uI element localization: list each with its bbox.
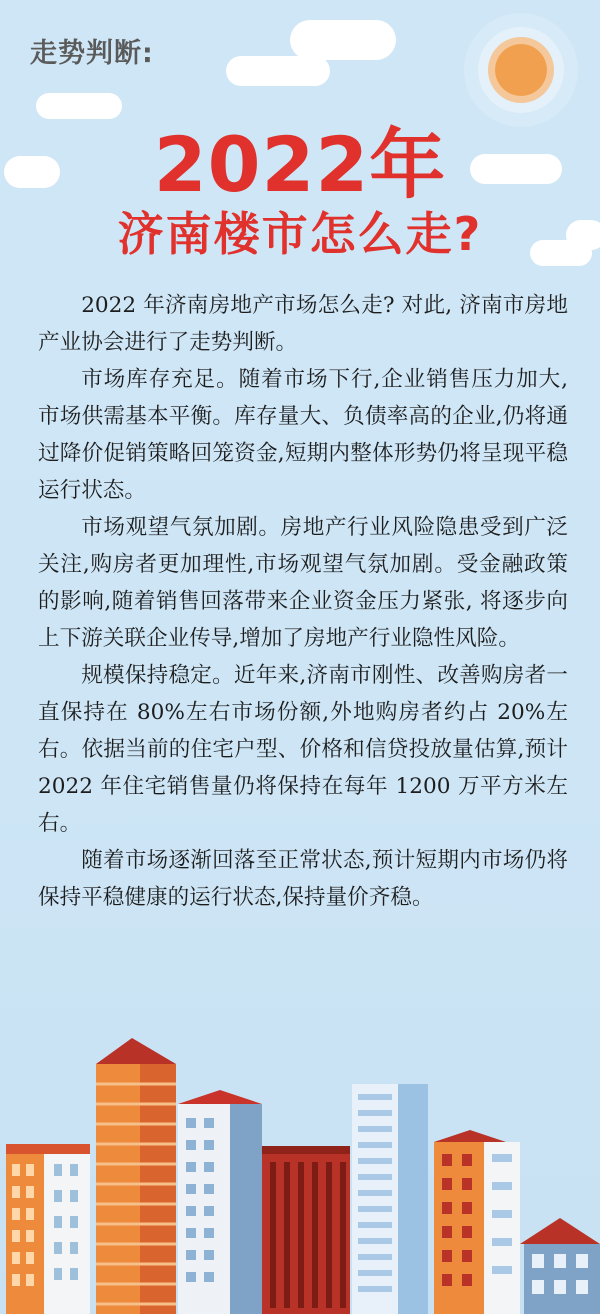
cloud-icon [226,56,330,86]
building [6,1144,90,1314]
article-paragraph: 市场库存充足。随着市场下行,企业销售压力加大,市场供需基本平衡。库存量大、负债率高的企业,仍将通过降价促销策略回笼资金,短期内整体形势仍将呈现平稳运行状态。 [38,367,568,503]
article-paragraph: 随着市场逐渐回落至正常状态,预计短期内市场仍将保持平稳健康的运行状态,保持量价齐稳。 [38,848,568,910]
sun-icon [488,37,554,103]
headline-subtitle: 济南楼市怎么走? [117,207,483,261]
city-skyline-illustration [0,1034,600,1314]
building [262,1146,350,1314]
headline-year: 2022年 [153,120,447,209]
building [352,1084,428,1314]
building [434,1130,520,1314]
article-body [38,287,568,916]
cloud-icon [290,20,396,60]
building [178,1090,262,1314]
article-paragraph: 2022 年济南房地产市场怎么走? 对此, 济南市房地产业协会进行了走势判断。 [38,293,568,355]
article-paragraph: 规模保持稳定。近年来,济南市刚性、改善购房者一直保持在 80%左右市场份额,外地购房者约占 20%左右。依据当前的住宅户型、价格和信贷投放量估算,预计 2022 年住宅销售量仍将保持在每年 1200 万平方米左右。 [38,663,568,836]
building [96,1038,176,1314]
building [520,1218,600,1314]
section-kicker: 走势判断: [30,38,154,69]
article-paragraph: 市场观望气氛加剧。房地产行业风险隐患受到广泛关注,购房者更加理性,市场观望气氛加剧。受金融政策的影响,随着销售回落带来企业资金压力紧张, 将逐步向上下游关联企业传导,增加了房地产行业隐性风险。 [38,515,568,651]
